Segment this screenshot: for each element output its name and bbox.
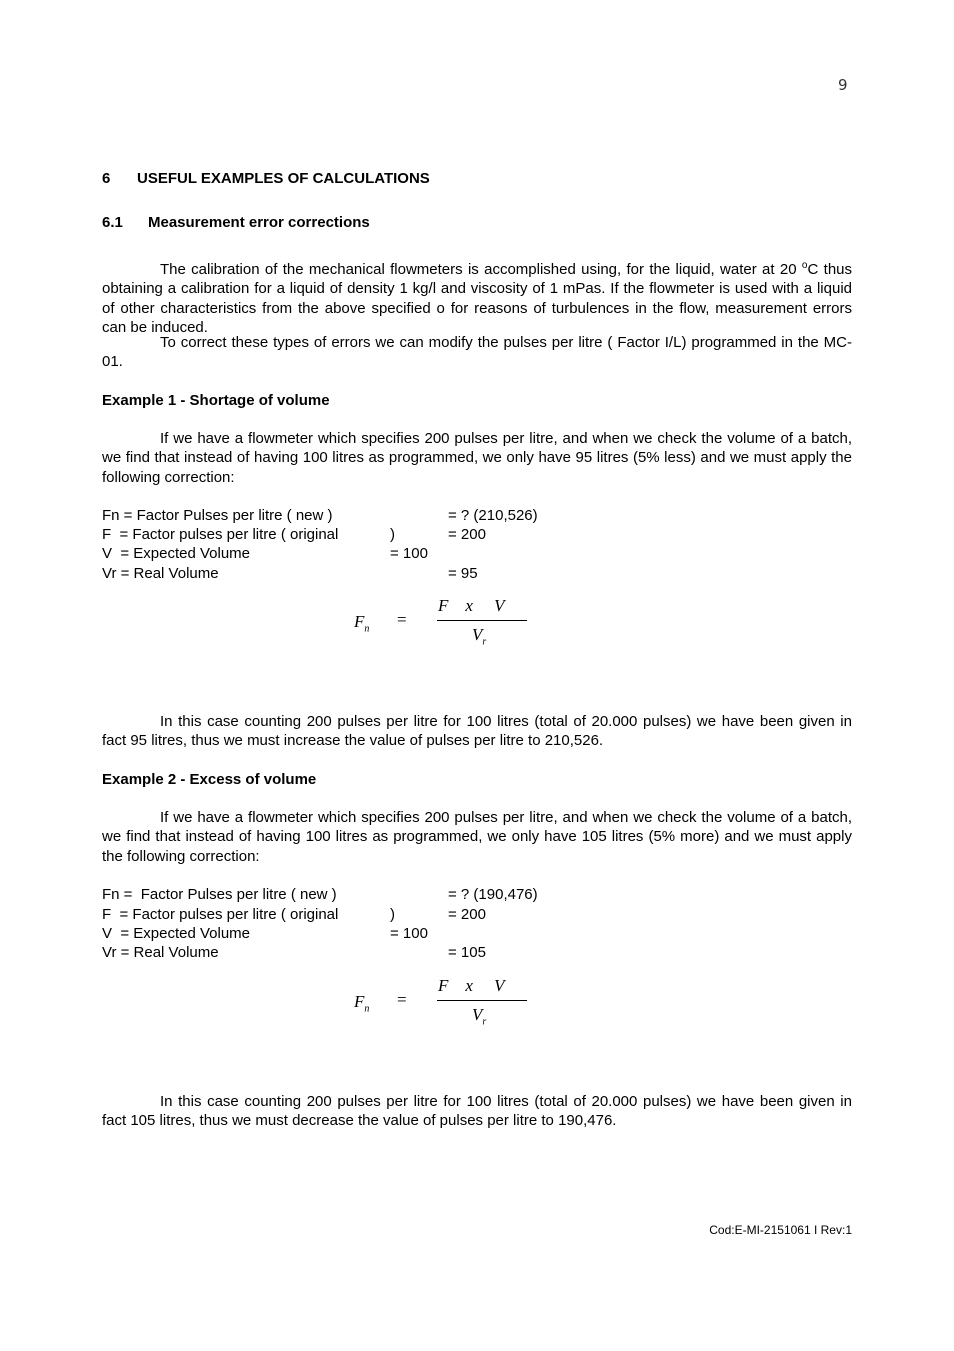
var-value: = 95	[448, 565, 478, 582]
var-label: F = Factor pulses per litre ( original	[102, 906, 339, 923]
var-label: Vr = Real Volume	[102, 565, 219, 582]
example1-formula	[340, 596, 540, 656]
subsection-number: 6.1	[102, 214, 123, 231]
example1-conclusion-text: In this case counting 200 pulses per litre for 100 litres (total of 20.000 pulses) we have been given in fact 95 litres, thus we must increase the value of pulses per litre to 210,526.	[102, 713, 852, 750]
subsection-heading	[102, 214, 370, 231]
intro-text-a: The calibration of the mechanical flowmeters is accomplished using, for the liquid, water at 20	[160, 261, 802, 278]
formula-equals: =	[397, 610, 407, 629]
var-value: = 100	[390, 545, 428, 562]
example1-text: If we have a flowmeter which specifies 200 pulses per litre, and when we check the volume of a batch, we find that instead of having 100 litres as programmed, we only have 95 litres (5% less) and we must apply the following correction:	[102, 430, 852, 486]
var-label: V = Expected Volume	[102, 545, 251, 562]
example2-var-row	[102, 905, 662, 925]
example2-text: If we have a flowmeter which specifies 200 pulses per litre, and when we check the volume of a batch, we find that instead of having 100 litres as programmed, we only have 105 litres (5% more) and we must apply the following correction:	[102, 809, 852, 865]
var-label: F = Factor pulses per litre ( original	[102, 526, 339, 543]
formula-lhs: $F_n$	[354, 612, 370, 635]
example2-var-row	[102, 943, 662, 963]
document-code-footer: Cod:E-MI-2151061 I Rev:1	[709, 1223, 852, 1237]
example2-conclusion-text: In this case counting 200 pulses per litre for 100 litres (total of 20.000 pulses) we have been given in fact 105 litres, thus we must decrease the value of pulses per litre to 190,476.	[102, 1093, 852, 1130]
formula-equals: =	[397, 990, 407, 1009]
example1-var-row	[102, 564, 662, 584]
example1-paragraph	[102, 429, 852, 487]
degree-superscript: o	[801, 260, 808, 271]
var-value: = 100	[390, 925, 428, 942]
example2-paragraph	[102, 808, 852, 866]
formula-numerator: F x V	[438, 596, 505, 615]
example1-var-row	[102, 525, 662, 545]
fraction-bar	[437, 1000, 527, 1001]
section-number: 6	[102, 170, 111, 187]
var-value: = 105	[448, 944, 486, 961]
formula-denominator: $V_r$	[472, 625, 487, 648]
var-label: V = Expected Volume	[102, 925, 251, 942]
example1-title: Example 1 - Shortage of volume	[102, 392, 330, 409]
intro-text-2: To correct these types of errors we can modify the pulses per litre ( Factor I/L) programmed in the MC-01.	[102, 334, 852, 371]
formula-lhs: $F_n$	[354, 992, 370, 1015]
formula-denominator: $V_r$	[472, 1005, 487, 1028]
section-heading	[102, 170, 430, 187]
example1-conclusion	[102, 712, 852, 751]
var-value: = 200	[448, 906, 486, 923]
var-paren: )	[390, 906, 395, 923]
example2-conclusion	[102, 1092, 852, 1131]
var-paren: )	[390, 526, 395, 543]
var-value: = 200	[448, 526, 486, 543]
example2-title: Example 2 - Excess of volume	[102, 771, 317, 788]
page-number: 9	[838, 76, 848, 94]
var-value: = ? (210,526)	[448, 507, 538, 524]
intro-paragraph-1	[102, 256, 852, 337]
intro-text-b: C thus obtaining a calibration for a liquid of density 1 kg/l and viscosity of 1 mPas. If the flowmeter is used with a liquid of other characteristics from the above specified o for reasons of turbulences in the flow, measurement errors can be induced.	[102, 261, 852, 336]
example2-formula	[340, 976, 540, 1036]
subsection-title: Measurement error corrections	[148, 214, 370, 231]
var-value: = ? (190,476)	[448, 886, 538, 903]
var-label: Fn = Factor Pulses per litre ( new )	[102, 886, 337, 903]
var-label: Vr = Real Volume	[102, 944, 219, 961]
example1-var-row	[102, 506, 662, 526]
example1-var-row	[102, 544, 662, 564]
section-title: USEFUL EXAMPLES OF CALCULATIONS	[137, 170, 430, 187]
formula-numerator: F x V	[438, 976, 505, 995]
fraction-bar	[437, 620, 527, 621]
intro-paragraph-2	[102, 333, 852, 372]
example2-var-row	[102, 924, 662, 944]
var-label: Fn = Factor Pulses per litre ( new )	[102, 507, 333, 524]
example2-var-row	[102, 885, 662, 905]
